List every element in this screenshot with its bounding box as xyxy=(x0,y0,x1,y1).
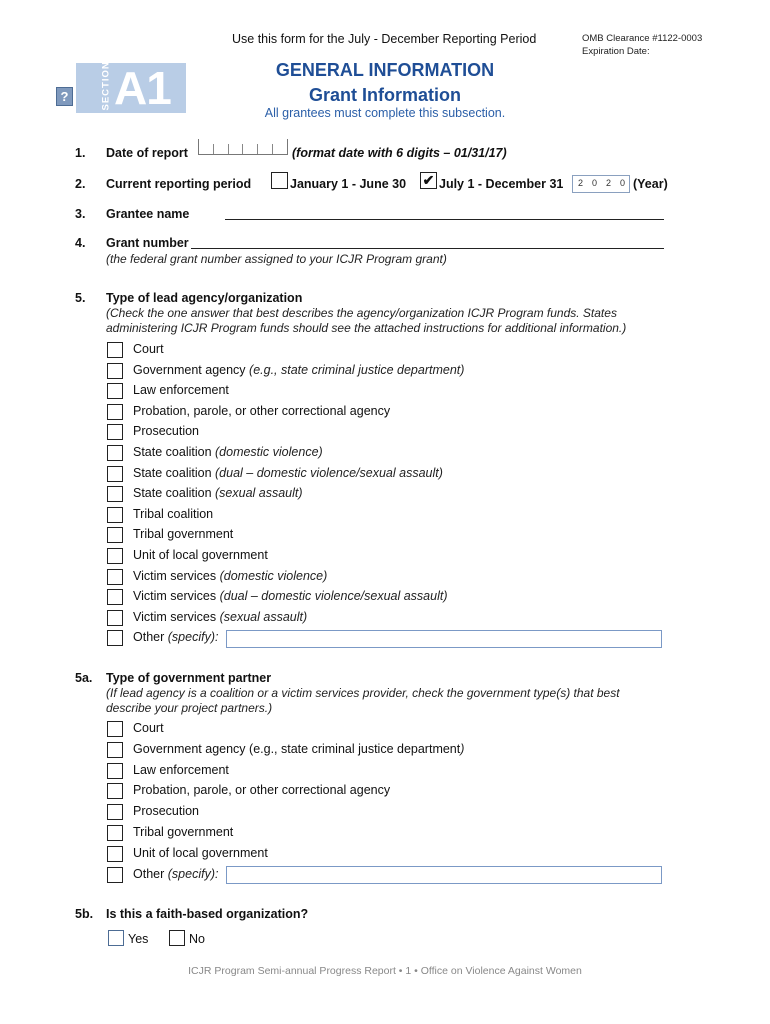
lead-agency-option-checkbox[interactable] xyxy=(107,527,123,543)
q5-hint-line2: administering ICJR Program funds should see the attached instructions for additional information.) xyxy=(106,321,627,335)
lead-agency-option-label: Unit of local government xyxy=(133,548,268,562)
page-subtitle: Grant Information xyxy=(309,85,461,105)
lead-agency-option-label: State coalition (domestic violence) xyxy=(133,445,323,459)
faith-based-no-label: No xyxy=(189,932,205,946)
year-digit: 2 xyxy=(606,178,612,188)
omb-clearance: OMB Clearance #1122-0003 xyxy=(582,33,703,44)
lead-agency-option-checkbox[interactable] xyxy=(107,610,123,626)
lead-agency-option-label: Other (specify): xyxy=(133,630,219,645)
lead-agency-option-checkbox[interactable] xyxy=(107,342,123,358)
lead-agency-option-label: Tribal coalition xyxy=(133,506,214,521)
government-partner-option-checkbox[interactable] xyxy=(107,846,123,862)
q1-label: Date of report xyxy=(106,146,188,160)
lead-agency-other-field[interactable] xyxy=(226,630,662,648)
q5b-number: 5b. xyxy=(75,907,94,921)
date-of-report-input[interactable] xyxy=(198,139,288,155)
q3-number: 3. xyxy=(75,207,86,221)
government-partner-option-label: Law enforcement xyxy=(133,762,229,777)
period-jan-jun-checkbox[interactable] xyxy=(271,172,288,189)
government-partner-option-checkbox[interactable] xyxy=(107,825,123,841)
year-input[interactable] xyxy=(572,175,630,193)
lead-agency-option-checkbox[interactable] xyxy=(107,445,123,461)
expiration-date: Expiration Date: xyxy=(582,46,650,57)
lead-agency-option-checkbox[interactable] xyxy=(107,363,123,379)
q2-number: 2. xyxy=(75,177,86,191)
section-label: SECTION xyxy=(100,61,112,111)
section-instruction: All grantees must complete this subsection. xyxy=(264,106,506,120)
lead-agency-option-checkbox[interactable] xyxy=(107,424,123,440)
q4-label: Grant number xyxy=(106,236,189,250)
lead-agency-option-checkbox[interactable] xyxy=(107,507,123,523)
lead-agency-option-label: Probation, parole, or other correctional agency xyxy=(133,403,391,418)
year-digit: 0 xyxy=(620,178,626,188)
government-partner-option-checkbox[interactable] xyxy=(107,804,123,820)
lead-agency-option-label: Prosecution xyxy=(133,424,200,439)
q2-label: Current reporting period xyxy=(106,177,252,191)
lead-agency-option-checkbox[interactable] xyxy=(107,486,123,502)
government-partner-option-checkbox[interactable] xyxy=(107,763,123,779)
government-partner-option-checkbox[interactable] xyxy=(107,867,123,883)
year-label: (Year) xyxy=(633,177,668,191)
year-digit: 2 xyxy=(578,178,584,188)
government-partner-option-label: Tribal government xyxy=(133,825,234,839)
q1-number: 1. xyxy=(75,146,86,160)
lead-agency-option-label: State coalition (sexual assault) xyxy=(133,486,303,501)
lead-agency-option-checkbox[interactable] xyxy=(107,404,123,420)
lead-agency-option-label: State coalition (dual – domestic violence/sexual assault) xyxy=(133,465,443,480)
year-digit: 0 xyxy=(592,178,598,188)
government-partner-other-field[interactable] xyxy=(226,866,662,884)
q1-format-hint: (format date with 6 digits – 01/31/17) xyxy=(292,146,507,160)
government-partner-option-label: Court xyxy=(133,721,164,735)
grantee-name-field[interactable] xyxy=(225,219,664,220)
government-partner-option-label: Prosecution xyxy=(133,804,200,819)
government-partner-option-label: Other (specify): xyxy=(133,866,219,881)
lead-agency-option-checkbox[interactable] xyxy=(107,466,123,482)
government-partner-option-label: Government agency (e.g., state criminal justice department) xyxy=(133,741,465,756)
q5a-hint-line2: describe your project partners.) xyxy=(106,701,273,715)
grant-number-field[interactable] xyxy=(191,248,664,249)
government-partner-option-checkbox[interactable] xyxy=(107,721,123,737)
lead-agency-option-label: Victim services (sexual assault) xyxy=(133,609,308,624)
section-number: A1 xyxy=(114,62,171,114)
q5-label: Type of lead agency/organization xyxy=(106,291,303,305)
lead-agency-option-checkbox[interactable] xyxy=(107,589,123,605)
q4-hint: (the federal grant number assigned to your ICJR Program grant) xyxy=(106,252,447,266)
government-partner-option-checkbox[interactable] xyxy=(107,783,123,799)
faith-based-yes-label: Yes xyxy=(128,932,149,946)
q5-number: 5. xyxy=(75,291,86,305)
lead-agency-option-label: Victim services (domestic violence) xyxy=(133,568,328,583)
page-title: GENERAL INFORMATION xyxy=(275,60,495,80)
government-partner-option-label: Unit of local government xyxy=(133,845,268,860)
q5-hint-line1: (Check the one answer that best describes the agency/organization ICJR Program funds. States xyxy=(106,306,617,320)
lead-agency-option-label: Victim services (dual – domestic violence/sexual assault) xyxy=(133,589,448,604)
period-jul-dec-label: July 1 - December 31 xyxy=(439,177,564,191)
q5a-label: Type of government partner xyxy=(106,671,272,685)
q4-number: 4. xyxy=(75,236,86,250)
q5a-hint-line1: (If lead agency is a coalition or a victim services provider, check the government type(s) that best xyxy=(106,686,620,700)
government-partner-option-checkbox[interactable] xyxy=(107,742,123,758)
help-icon[interactable]: ? xyxy=(56,87,73,106)
lead-agency-option-checkbox[interactable] xyxy=(107,383,123,399)
faith-based-no-checkbox[interactable] xyxy=(169,930,185,946)
government-partner-option-label: Probation, parole, or other correctional agency xyxy=(133,783,391,798)
q3-label: Grantee name xyxy=(106,207,190,221)
omb-block xyxy=(582,32,702,58)
faith-based-yes-checkbox[interactable] xyxy=(108,930,124,946)
lead-agency-option-checkbox[interactable] xyxy=(107,569,123,585)
form-period-notice: Use this form for the July - December Reporting Period xyxy=(232,32,537,46)
lead-agency-option-label: Court xyxy=(133,342,164,356)
lead-agency-option-label: Tribal government xyxy=(133,527,234,542)
lead-agency-option-checkbox[interactable] xyxy=(107,548,123,564)
lead-agency-option-checkbox[interactable] xyxy=(107,630,123,646)
period-jan-jun-label: January 1 - June 30 xyxy=(290,177,407,191)
q5a-number: 5a. xyxy=(75,671,93,685)
period-jul-dec-checkbox[interactable]: ✔ xyxy=(420,172,437,189)
lead-agency-option-label: Government agency (e.g., state criminal justice department) xyxy=(133,362,465,377)
lead-agency-option-label: Law enforcement xyxy=(133,383,229,398)
page-footer: ICJR Program Semi-annual Progress Report • 1 • Office on Violence Against Women xyxy=(188,965,582,977)
q5b-label: Is this a faith-based organization? xyxy=(106,907,309,921)
